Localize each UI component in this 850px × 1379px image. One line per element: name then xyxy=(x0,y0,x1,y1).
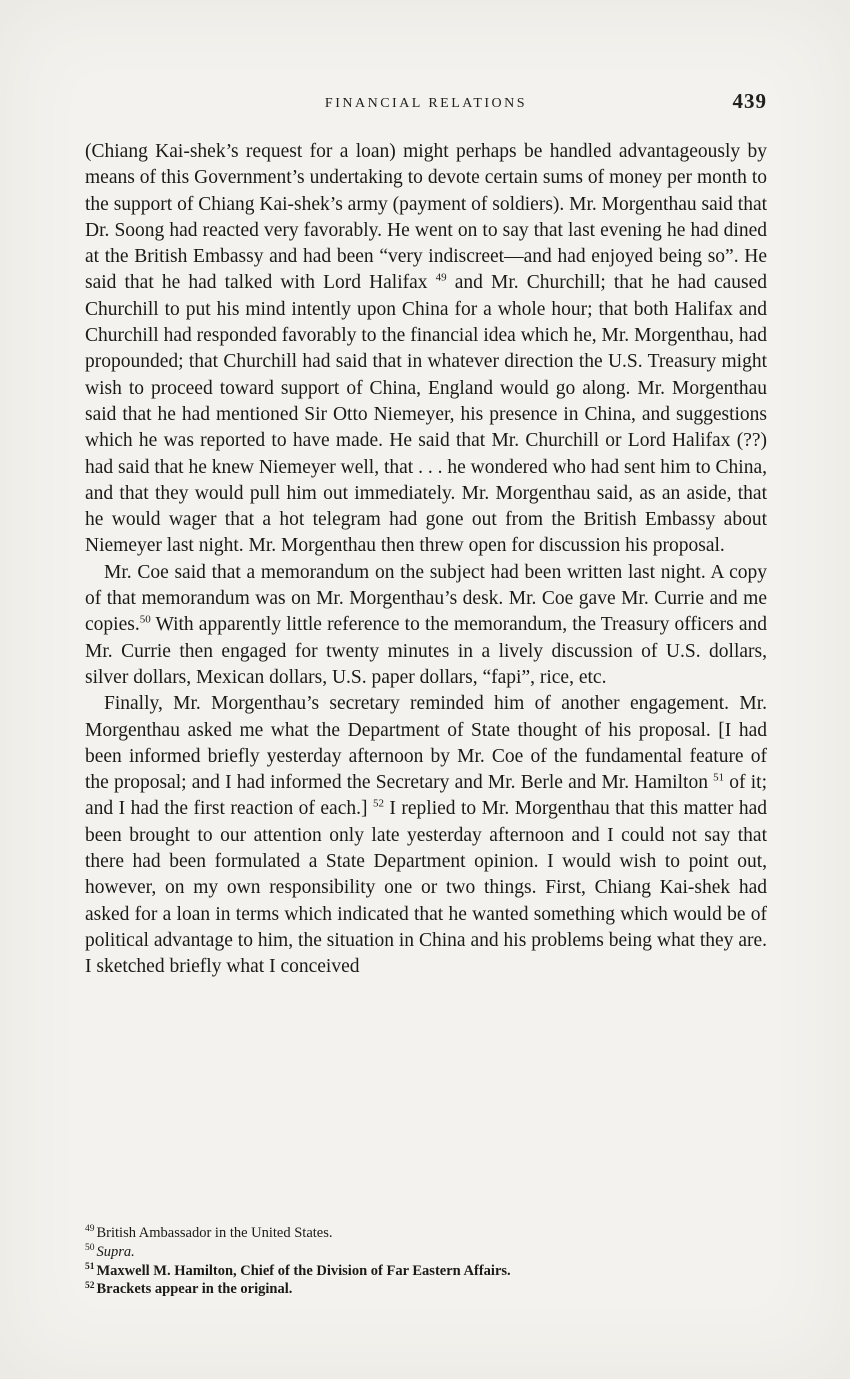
footnote-ref: 51 xyxy=(713,771,725,784)
footnote-marker: 52 xyxy=(85,1280,95,1291)
footnote xyxy=(85,1280,769,1299)
footnote xyxy=(85,1262,769,1281)
footnote-text: British Ambassador in the United States. xyxy=(96,1225,333,1241)
footnote-text: Supra. xyxy=(96,1243,135,1260)
footnote-marker: 50 xyxy=(85,1242,95,1253)
paragraph: Mr. Coe said that a memorandum on the subject had been written last night. A copy of that memorandum was on Mr. Morgenthau’s desk. Mr. Coe gave Mr. Currie and me copies.$^{50}$ With apparently little reference to the memorandum, the Treasury officers and Mr. Currie then engaged for twenty minutes in a lively discussion of U.S. dollars, silver dollars, Mexican dollars, U.S. paper dollars, “fapi”, rice, etc. xyxy=(85,561,767,688)
running-head xyxy=(85,89,767,113)
footnote-marker: 49 xyxy=(85,1224,95,1235)
paragraph: (Chiang Kai-shek’s request for a loan) might perhaps be handled advantageously by means of this Government’s undertaking to devote certain sums of money per month to the support of Chiang Kai-shek’s army (payment of soldiers). Mr. Morgenthau said that Dr. Soong had reacted very favorably. He went on to say that last evening he had dined at the British Embassy and had been “very indiscreet—and had enjoyed being so”. He said that he had talked with Lord Halifax $^{49}$ and Mr. Churchill; that he had caused Churchill to put his mind intently upon China for a whole hour; that both Halifax and Churchill had responded favorably to the financial idea which he, Mr. Morgenthau, had propounded; that Churchill had said that in whatever direction the U.S. Treasury might wish to proceed toward support of China, England would go along. Mr. Morgenthau said that he had mentioned Sir Otto Niemeyer, his presence in China, and suggestions which he was reported to have made. He said that Mr. Churchill or Lord Halifax (??) had said that he knew Niemeyer well, that . . . he wondered who had sent him to China, and that they would pull him out immediately. Mr. Morgenthau said, as an aside, that he would wager that a hot telegram had gone out from the British Embassy about Niemeyer last night. Mr. Morgenthau then threw open for discussion his proposal. xyxy=(85,141,768,557)
footnote-ref: 52 xyxy=(372,797,384,810)
body-text xyxy=(85,139,767,981)
footnote-text: Maxwell M. Hamilton, Chief of the Division of Far Eastern Affairs. xyxy=(96,1262,511,1279)
footnote-ref: 49 xyxy=(435,271,447,284)
page-number: 439 xyxy=(732,89,767,113)
footnote-marker: 51 xyxy=(85,1261,95,1272)
paragraph: Finally, Mr. Morgenthau’s secretary reminded him of another engagement. Mr. Morgenthau asked me what the Department of State thought of his proposal. [I had been informed briefly yesterday afternoon by Mr. Coe of the fundamental feature of the proposal; and I had informed the Secretary and Mr. Berle and Mr. Hamilton $^{51}$ of it; and I had the first reaction of each.] $^{52}$ I replied to Mr. Morgenthau that this matter had been brought to our attention only late yesterday afternoon and I could not say that there had been formulated a State Department opinion. I would wish to point out, however, on my own responsibility one or two things. First, Chiang Kai-shek had asked for a loan in terms which indicated that he wanted something which would be of political advantage to him, the situation in China and his problems being what they are. I sketched briefly what I conceived xyxy=(85,693,767,978)
running-head-title: FINANCIAL RELATIONS xyxy=(324,96,528,111)
footnote-text: Brackets appear in the original. xyxy=(96,1281,293,1298)
footnote xyxy=(85,1243,769,1262)
footnote xyxy=(85,1224,769,1243)
footnotes xyxy=(85,1224,769,1299)
footnote-ref: 50 xyxy=(139,613,151,626)
